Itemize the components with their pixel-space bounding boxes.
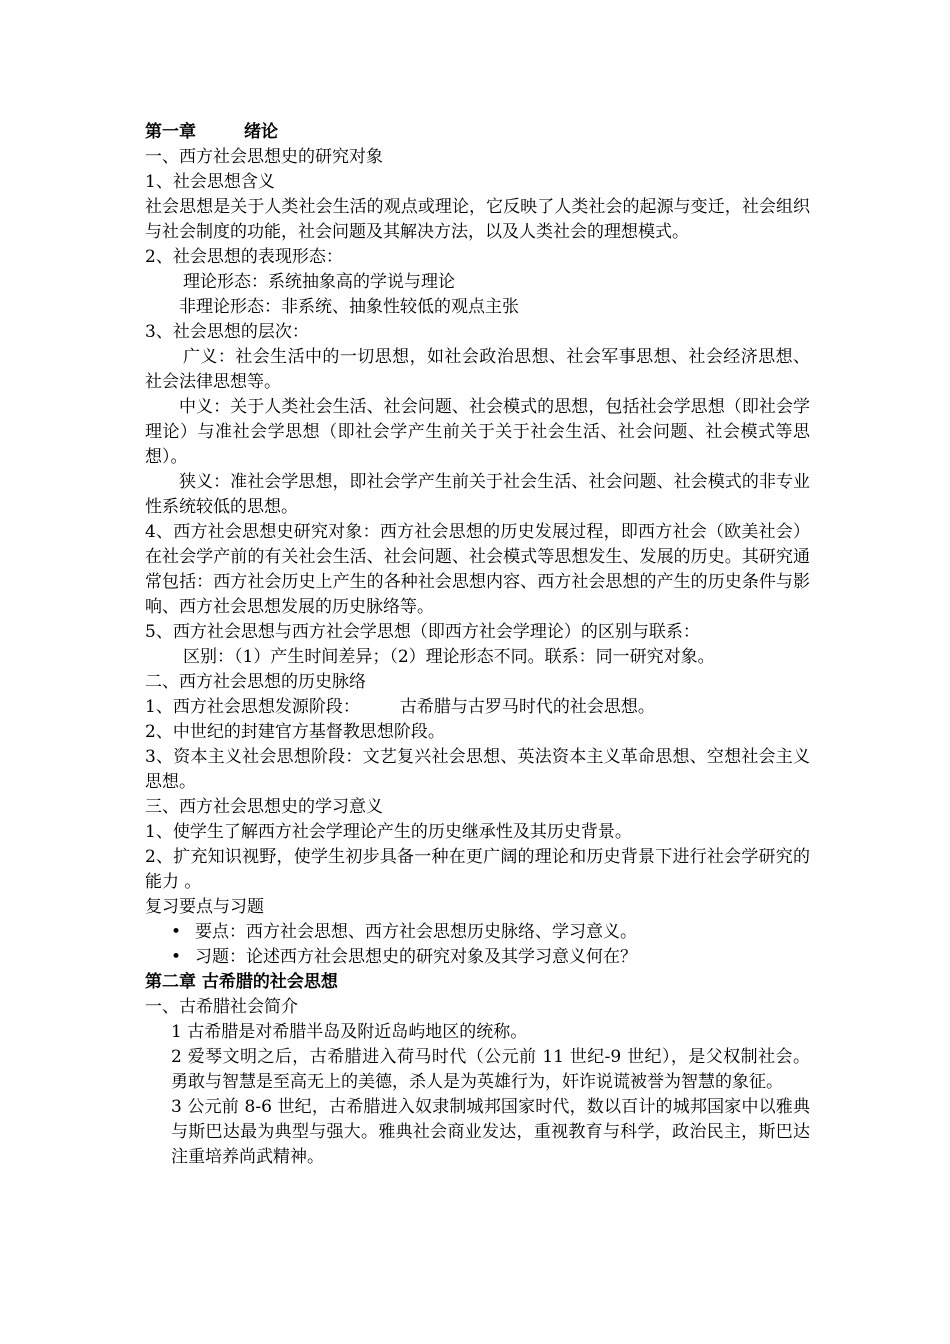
section-1-title: 一、西方社会思想史的研究对象 bbox=[145, 147, 383, 167]
item-3-broad: 广义：社会生活中的一切思想，如社会政治思想、社会军事思想、社会经济思想、社会法律思想等。 bbox=[145, 347, 810, 392]
document-page bbox=[145, 120, 810, 1170]
section-3-item-1: 1、使学生了解西方社会学理论产生的历史继承性及其历史背景。 bbox=[145, 822, 632, 842]
review-title: 复习要点与习题 bbox=[145, 897, 264, 917]
review-bullet-2: • 习题：论述西方社会思想史的研究对象及其学习意义何在？ bbox=[145, 945, 810, 970]
bullet-dot: • bbox=[171, 947, 182, 967]
bullet-dot: • bbox=[171, 922, 182, 942]
item-3-middle: 中义：关于人类社会生活、社会问题、社会模式的思想，包括社会学思想（即社会学理论）与准社会学思想（即社会学产生前关于关于社会生活、社会问题、社会模式等思想）。 bbox=[145, 397, 810, 467]
section-2-item-1: 1、西方社会思想发源阶段： 古希腊与古罗马时代的社会思想。 bbox=[145, 697, 655, 717]
item-2-title: 2、社会思想的表现形态： bbox=[145, 247, 343, 267]
item-3-narrow: 狭义：准社会学思想，即社会学产生前关于社会生活、社会问题、社会模式的非专业性系统较低的思想。 bbox=[145, 472, 810, 517]
section-2-item-2: 2、中世纪的封建官方基督教思想阶段。 bbox=[145, 722, 445, 742]
item-3-title: 3、社会思想的层次： bbox=[145, 322, 309, 342]
chapter-2-item-2: 2 爱琴文明之后，古希腊进入荷马时代（公元前 11 世纪-9 世纪），是父权制社会。勇敢与智慧是至高无上的美德，杀人是为英雄行为，奸诈说谎被誉为智慧的象征。 bbox=[171, 1047, 810, 1092]
section-3-item-2: 2、扩充知识视野，使学生初步具备一种在更广阔的理论和历史背景下进行社会学研究的能力 。 bbox=[145, 847, 810, 892]
section-2-title: 二、西方社会思想的历史脉络 bbox=[145, 672, 366, 692]
review-bullet-1: • 要点：西方社会思想、西方社会思想历史脉络、学习意义。 bbox=[145, 920, 810, 945]
chapter-1-heading: 第一章 绪论 bbox=[145, 122, 278, 142]
chapter-2-heading: 第二章 古希腊的社会思想 bbox=[145, 972, 338, 992]
item-2-theory: 理论形态：系统抽象高的学说与理论 bbox=[183, 272, 455, 292]
chapter-2-item-3: 3 公元前 8-6 世纪，古希腊进入奴隶制城邦国家时代，数以百计的城邦国家中以雅典与斯巴达最为典型与强大。雅典社会商业发达，重视教育与科学，政治民主，斯巴达注重培养尚武精神。 bbox=[171, 1097, 810, 1167]
section-3-title: 三、西方社会思想史的学习意义 bbox=[145, 797, 383, 817]
chapter-2-section-1-title: 一、古希腊社会简介 bbox=[145, 997, 298, 1017]
item-2-non-theory: 非理论形态：非系统、抽象性较低的观点主张 bbox=[179, 297, 519, 317]
section-2-item-3: 3、资本主义社会思想阶段：文艺复兴社会思想、英法资本主义革命思想、空想社会主义思想。 bbox=[145, 747, 810, 792]
chapter-2-item-1: 1 古希腊是对希腊半岛及附近岛屿地区的统称。 bbox=[171, 1022, 528, 1042]
item-1-title: 1、社会思想含义 bbox=[145, 172, 275, 192]
item-4: 4、西方社会思想史研究对象：西方社会思想的历史发展过程，即西方社会（欧美社会）在社会学产前的有关社会生活、社会问题、社会模式等思想发生、发展的历史。其研究通常包括：西方社会历史上产生的各种社会思想内容、西方社会思想的产生的历史条件与影响、西方社会思想发展的历史脉络等。 bbox=[145, 522, 810, 617]
item-5-detail: 区别：（1）产生时间差异；（2）理论形态不同。联系：同一研究对象。 bbox=[183, 647, 715, 667]
item-1-text: 社会思想是关于人类社会生活的观点或理论，它反映了人类社会的起源与变迁，社会组织与社会制度的功能，社会问题及其解决方法，以及人类社会的理想模式。 bbox=[145, 197, 810, 242]
item-5: 5、西方社会思想与西方社会学思想（即西方社会学理论）的区别与联系： bbox=[145, 622, 700, 642]
